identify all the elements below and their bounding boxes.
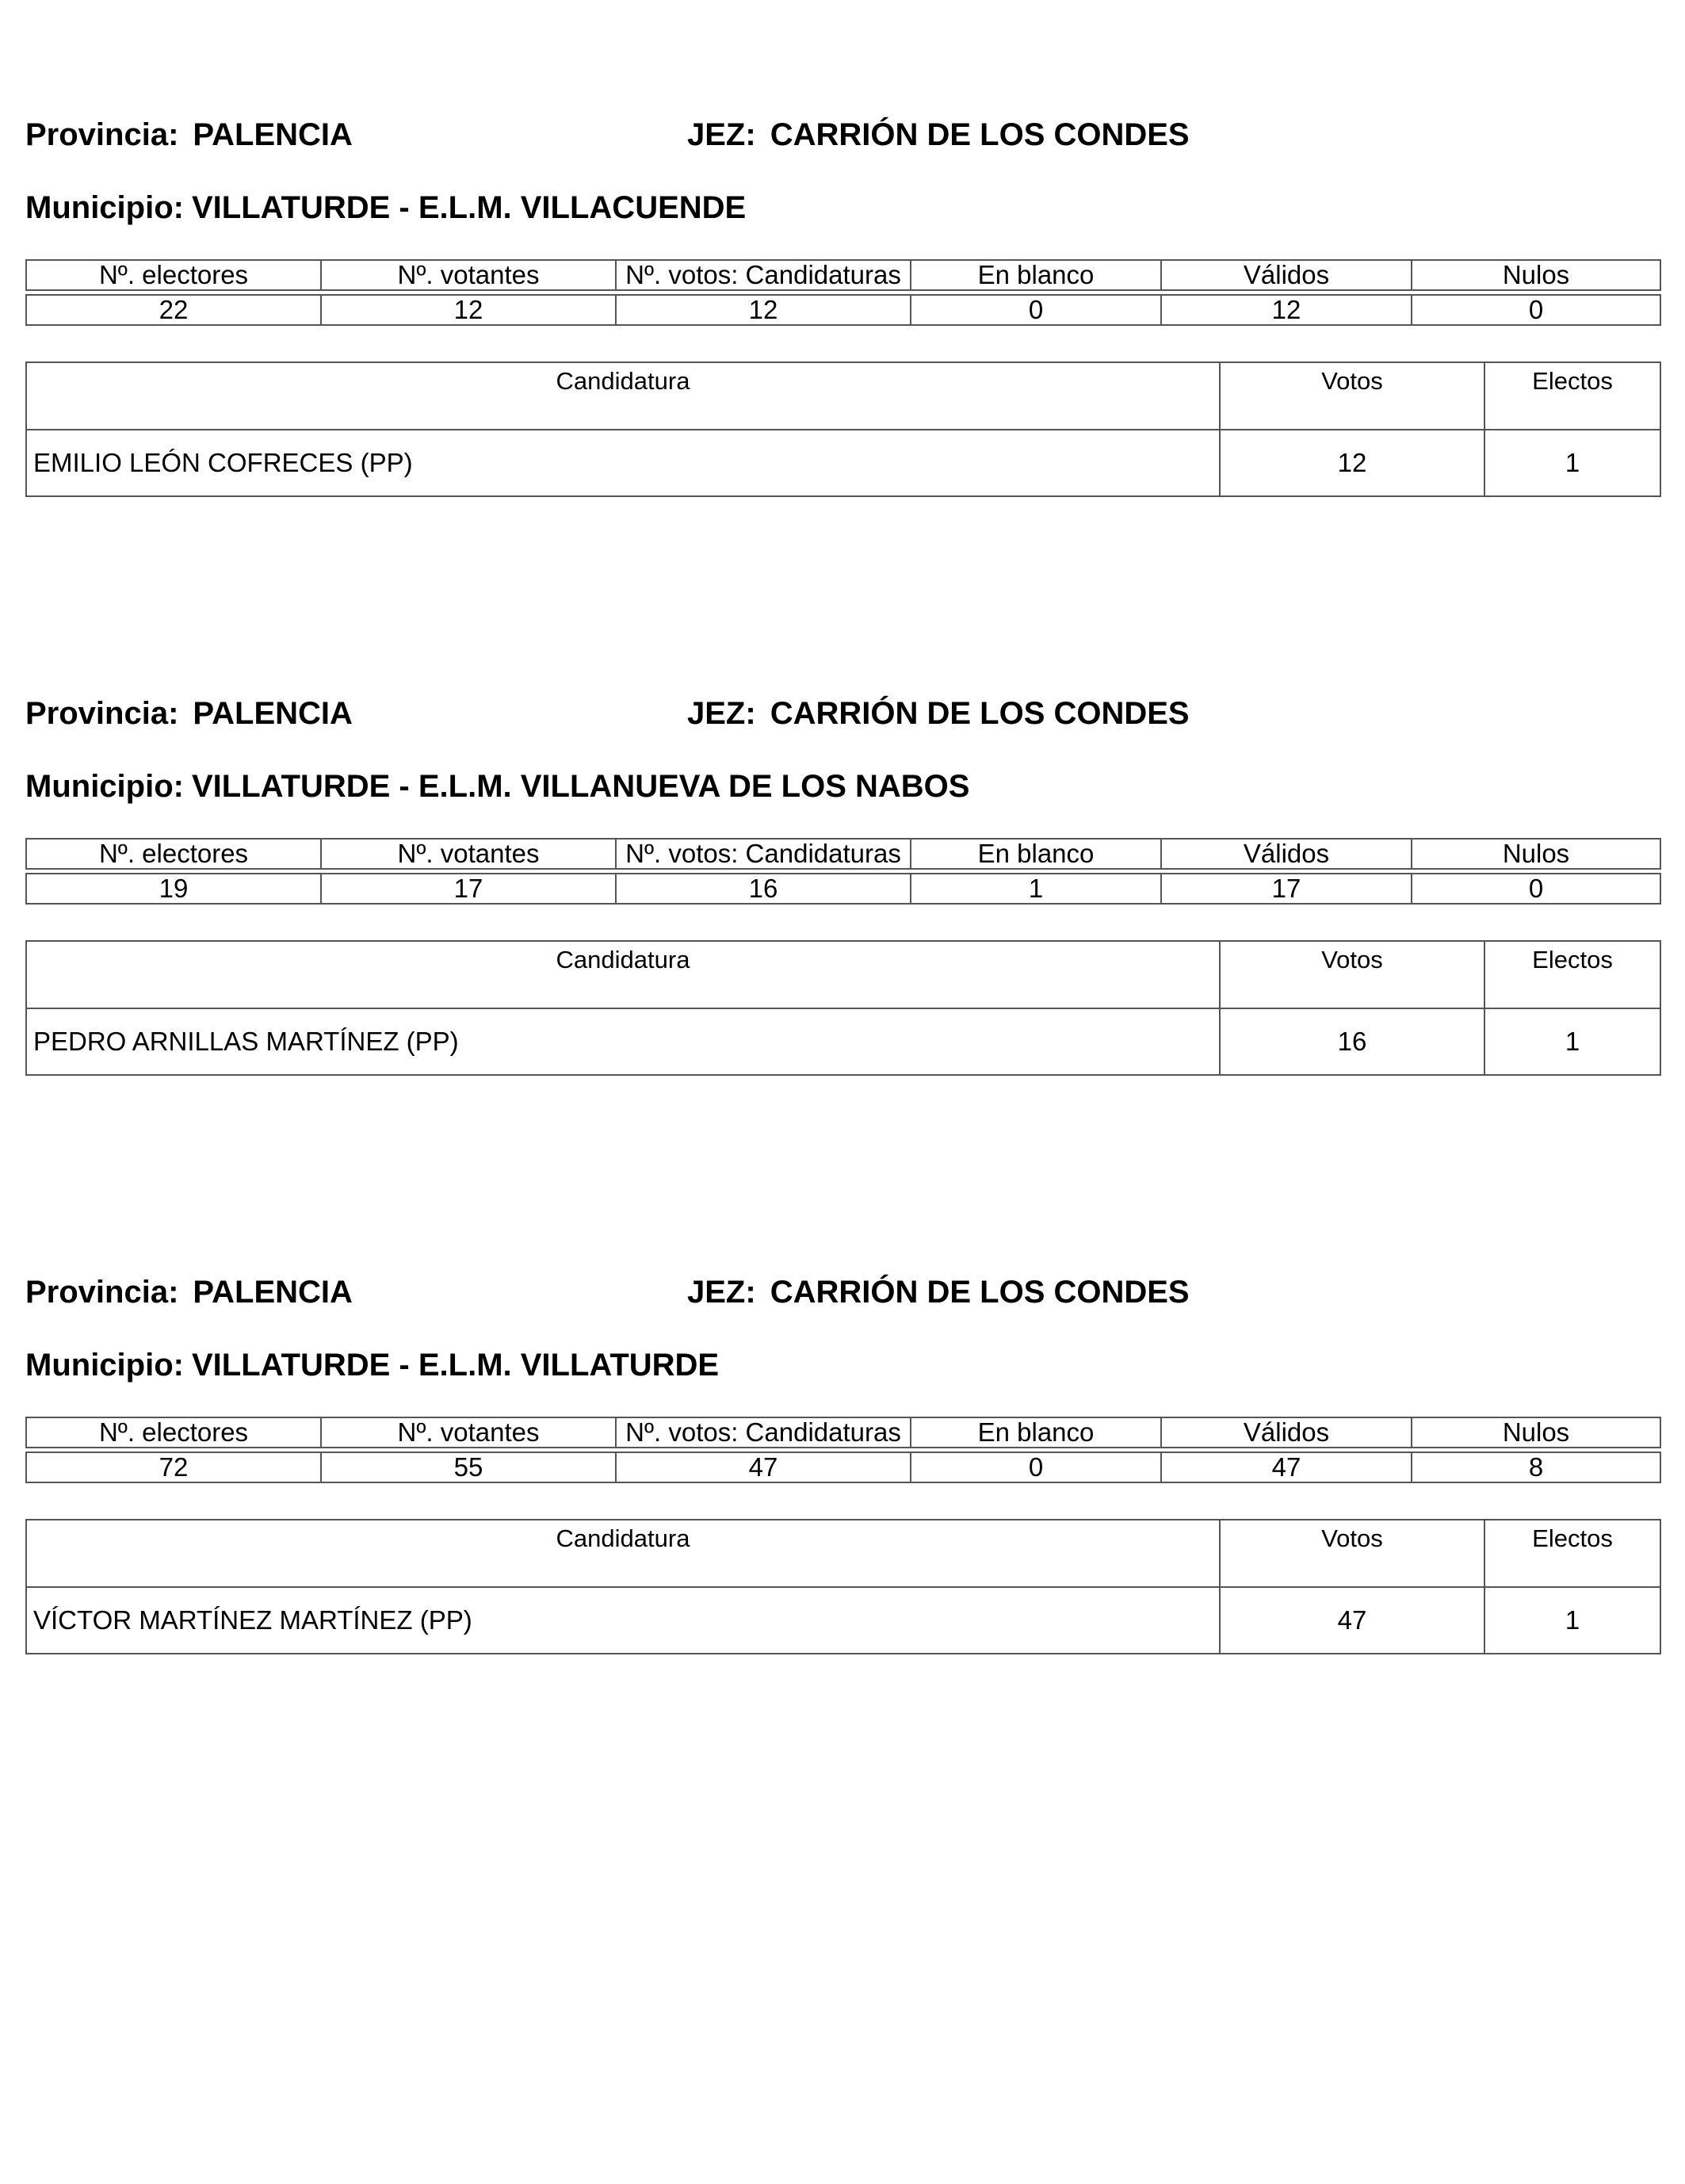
municipio-label: Municipio: <box>25 1348 184 1383</box>
result-block-1 <box>25 119 1660 499</box>
stats-header-nulos: Nulos <box>1412 839 1660 869</box>
provincia-value: PALENCIA <box>193 117 353 152</box>
candidate-name: VÍCTOR MARTÍNEZ MARTÍNEZ (PP) <box>26 1587 1220 1654</box>
jez-header <box>687 119 1190 151</box>
candidates-header-row <box>26 362 1660 430</box>
stats-value-votos-candidaturas: 47 <box>616 1452 911 1482</box>
stats-value-nulos: 0 <box>1412 295 1660 325</box>
jez-label: JEZ: <box>687 1275 756 1310</box>
candidate-electos: 1 <box>1484 1587 1660 1654</box>
provincia-header <box>25 119 353 151</box>
stats-header-electores: Nº. electores <box>26 839 321 869</box>
stats-value-electores: 19 <box>26 874 321 904</box>
stats-header-row <box>26 839 1660 869</box>
stats-value-validos: 17 <box>1161 874 1412 904</box>
municipio-header <box>25 771 969 802</box>
jez-value: CARRIÓN DE LOS CONDES <box>770 1275 1190 1310</box>
stats-value-votantes: 55 <box>321 1452 616 1482</box>
candidate-name: EMILIO LEÓN COFRECES (PP) <box>26 430 1220 496</box>
municipio-value: VILLATURDE - E.L.M. VILLACUENDE <box>191 190 747 225</box>
stats-value-electores: 22 <box>26 295 321 325</box>
municipio-label: Municipio: <box>25 769 184 804</box>
candidatura-header: Candidatura <box>26 362 1220 430</box>
jez-value: CARRIÓN DE LOS CONDES <box>770 117 1190 152</box>
stats-value-nulos: 0 <box>1412 874 1660 904</box>
stats-header-row <box>26 1417 1660 1448</box>
candidate-votos: 16 <box>1220 1008 1484 1075</box>
provincia-value: PALENCIA <box>193 696 353 731</box>
stats-value-electores: 72 <box>26 1452 321 1482</box>
jez-label: JEZ: <box>687 696 756 731</box>
stats-header-validos: Válidos <box>1161 1417 1412 1448</box>
candidate-votos: 47 <box>1220 1587 1484 1654</box>
provincia-label: Provincia: <box>25 1275 179 1310</box>
jez-value: CARRIÓN DE LOS CONDES <box>770 696 1190 731</box>
electos-header: Electos <box>1484 941 1660 1008</box>
stats-value-en-blanco: 1 <box>911 874 1161 904</box>
candidate-row <box>26 1587 1660 1654</box>
stats-header-votantes: Nº. votantes <box>321 1417 616 1448</box>
stats-table <box>25 838 1661 905</box>
stats-header-votos-candidaturas: Nº. votos: Candidaturas <box>616 839 911 869</box>
municipio-label: Municipio: <box>25 190 184 225</box>
candidates-table <box>25 361 1661 497</box>
stats-value-validos: 47 <box>1161 1452 1412 1482</box>
candidates-header-row <box>26 1520 1660 1587</box>
result-block-3 <box>25 1276 1660 1657</box>
municipio-value: VILLATURDE - E.L.M. VILLATURDE <box>191 1348 720 1383</box>
stats-value-votantes: 12 <box>321 295 616 325</box>
stats-header-votantes: Nº. votantes <box>321 260 616 290</box>
candidatura-header: Candidatura <box>26 1520 1220 1587</box>
candidate-name: PEDRO ARNILLAS MARTÍNEZ (PP) <box>26 1008 1220 1075</box>
stats-table <box>25 259 1661 326</box>
candidate-electos: 1 <box>1484 1008 1660 1075</box>
stats-header-electores: Nº. electores <box>26 1417 321 1448</box>
stats-value-en-blanco: 0 <box>911 295 1161 325</box>
municipio-header <box>25 1349 719 1381</box>
candidate-row <box>26 430 1660 496</box>
stats-header-validos: Válidos <box>1161 260 1412 290</box>
municipio-header <box>25 192 746 224</box>
electos-header: Electos <box>1484 362 1660 430</box>
stats-header-votantes: Nº. votantes <box>321 839 616 869</box>
stats-value-votos-candidaturas: 16 <box>616 874 911 904</box>
jez-header <box>687 1276 1190 1308</box>
jez-header <box>687 698 1190 729</box>
stats-header-en-blanco: En blanco <box>911 1417 1161 1448</box>
stats-value-votos-candidaturas: 12 <box>616 295 911 325</box>
municipio-value: VILLATURDE - E.L.M. VILLANUEVA DE LOS NABOS <box>191 769 970 804</box>
stats-value-nulos: 8 <box>1412 1452 1660 1482</box>
stats-value-row <box>26 1452 1660 1482</box>
stats-value-row <box>26 874 1660 904</box>
stats-table <box>25 1417 1661 1483</box>
candidate-votos: 12 <box>1220 430 1484 496</box>
provincia-value: PALENCIA <box>193 1275 353 1310</box>
candidate-electos: 1 <box>1484 430 1660 496</box>
provincia-header <box>25 698 353 729</box>
votos-header: Votos <box>1220 362 1484 430</box>
stats-value-validos: 12 <box>1161 295 1412 325</box>
stats-value-votantes: 17 <box>321 874 616 904</box>
candidate-row <box>26 1008 1660 1075</box>
stats-header-votos-candidaturas: Nº. votos: Candidaturas <box>616 260 911 290</box>
electos-header: Electos <box>1484 1520 1660 1587</box>
jez-label: JEZ: <box>687 117 756 152</box>
stats-header-en-blanco: En blanco <box>911 839 1161 869</box>
candidatura-header: Candidatura <box>26 941 1220 1008</box>
stats-header-electores: Nº. electores <box>26 260 321 290</box>
stats-header-nulos: Nulos <box>1412 260 1660 290</box>
candidates-header-row <box>26 941 1660 1008</box>
votos-header: Votos <box>1220 941 1484 1008</box>
stats-header-votos-candidaturas: Nº. votos: Candidaturas <box>616 1417 911 1448</box>
votos-header: Votos <box>1220 1520 1484 1587</box>
stats-header-nulos: Nulos <box>1412 1417 1660 1448</box>
stats-value-en-blanco: 0 <box>911 1452 1161 1482</box>
provincia-label: Provincia: <box>25 117 179 152</box>
provincia-label: Provincia: <box>25 696 179 731</box>
candidates-table <box>25 1519 1661 1654</box>
result-block-2 <box>25 698 1660 1078</box>
candidates-table <box>25 940 1661 1076</box>
provincia-header <box>25 1276 353 1308</box>
stats-header-en-blanco: En blanco <box>911 260 1161 290</box>
stats-header-row <box>26 260 1660 290</box>
stats-value-row <box>26 295 1660 325</box>
stats-header-validos: Válidos <box>1161 839 1412 869</box>
